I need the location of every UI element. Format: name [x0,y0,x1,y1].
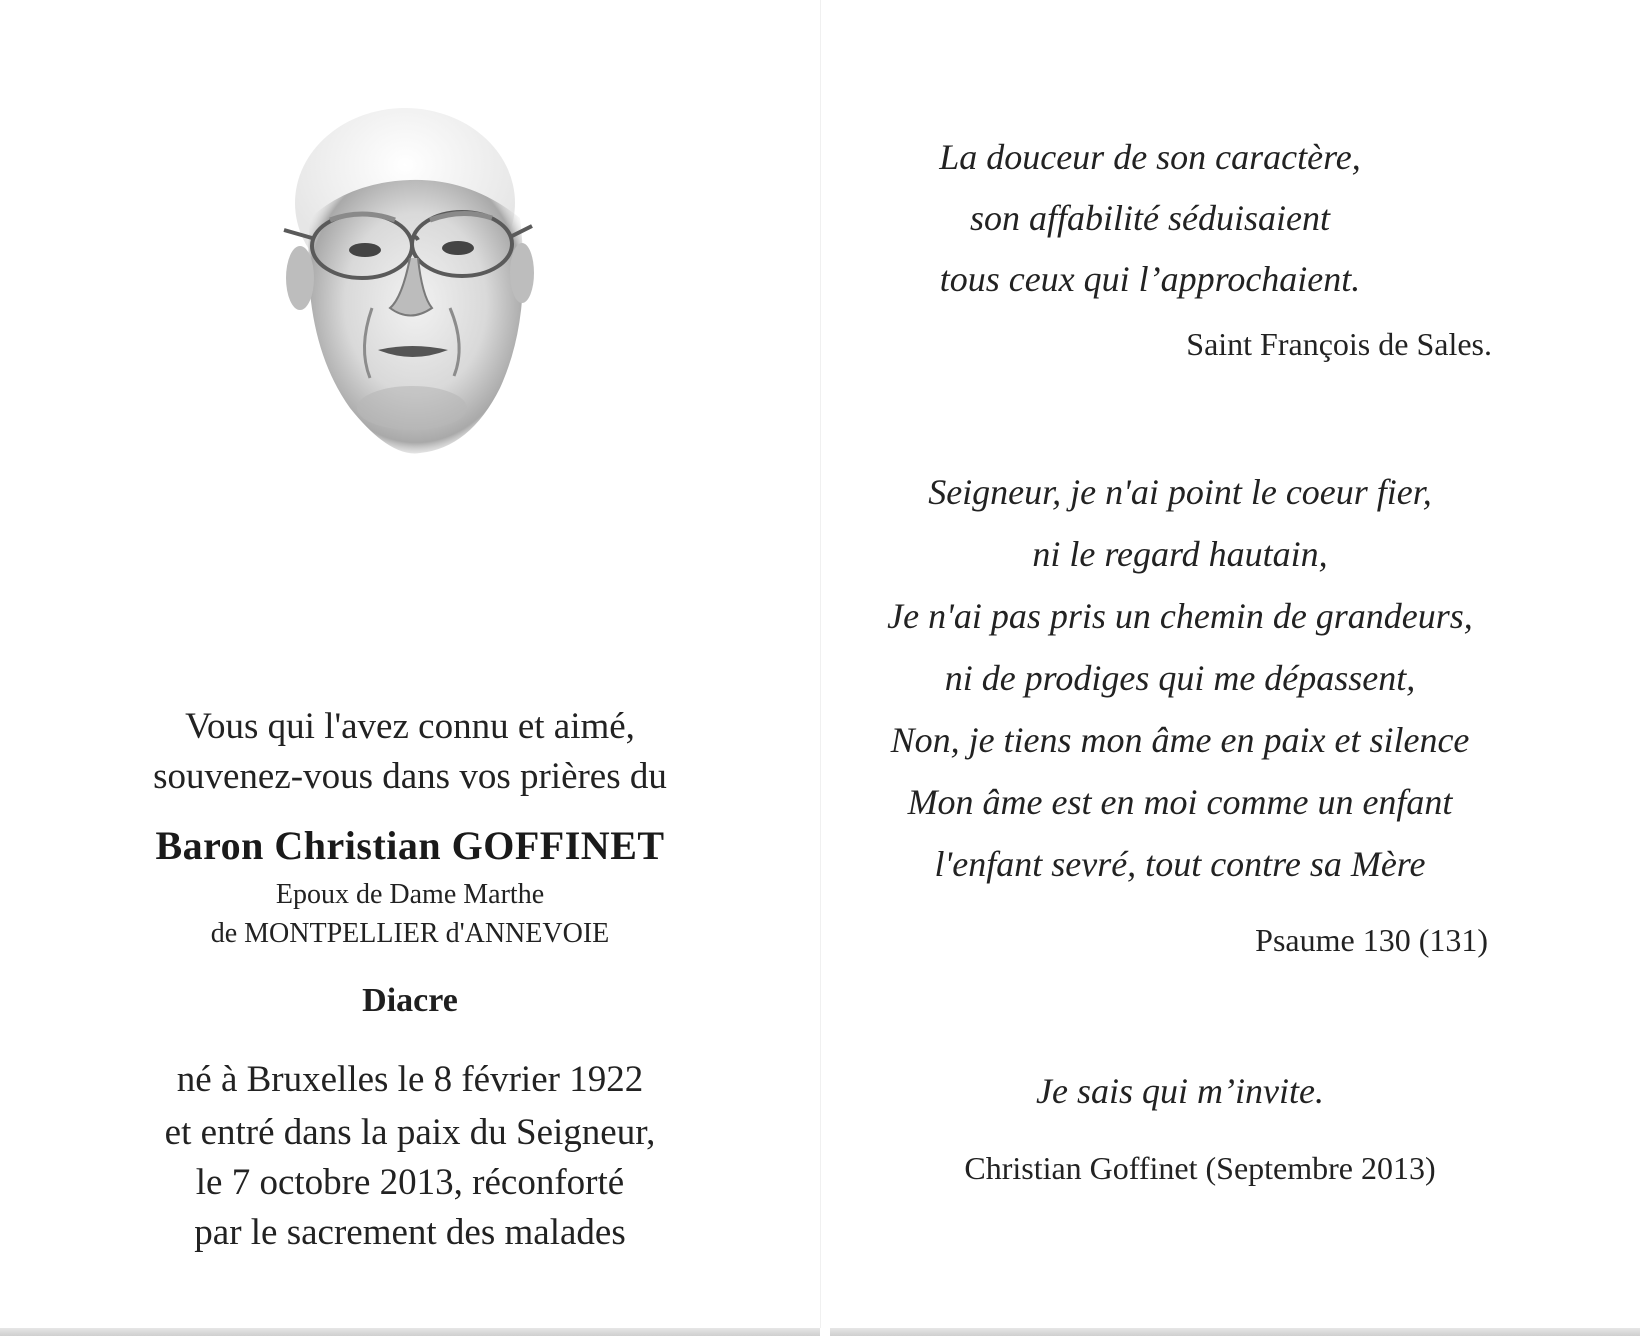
card-bottom-edge [0,1328,1640,1336]
psalm-line-7: l'enfant sevré, tout contre sa Mère [934,844,1426,884]
intro-line-2: souvenez-vous dans vos prières du [153,756,667,797]
role-title: Diacre [362,982,458,1019]
quote3-attribution: Christian Goffinet (Septembre 2013) [964,1150,1436,1186]
quote1-attribution: Saint François de Sales. [1186,326,1492,362]
life-line-4: par le sacrement des malades [194,1212,626,1253]
psalm-line-5: Non, je tiens mon âme en paix et silence [890,720,1470,760]
psalm-line-4: ni de prodiges qui me dépassent, [944,658,1416,698]
portrait-photo [270,108,550,478]
life-line-2: et entré dans la paix du Seigneur, [164,1112,656,1153]
right-panel [830,0,1640,1336]
psalm-line-6: Mon âme est en moi comme un enfant [907,782,1453,822]
quote1-line-1: La douceur de son caractère, [939,137,1361,177]
spouse-line-2: de MONTPELLIER d'ANNEVOIE [210,918,610,949]
quote1-line-2: son affabilité séduisaient [970,198,1330,238]
psalm-line-2: ni le regard hautain, [1032,534,1328,574]
psalm-line-3: Je n'ai pas pris un chemin de grandeurs, [887,596,1473,636]
quote3-line: Je sais qui m’invite. [1036,1071,1324,1111]
portrait-image [270,108,550,478]
quote1-line-3: tous ceux qui l’approchaient. [939,259,1361,299]
psalm-attribution: Psaume 130 (131) [1255,922,1488,958]
life-line-3: le 7 octobre 2013, réconforté [195,1162,625,1203]
psalm-line-1: Seigneur, je n'ai point le coeur fier, [928,472,1432,512]
intro-line-1: Vous qui l'avez connu et aimé, [185,706,635,747]
spouse-line-1: Epoux de Dame Marthe [275,879,545,910]
deceased-name: Baron Christian GOFFINET [155,823,665,868]
life-line-1: né à Bruxelles le 8 février 1922 [176,1059,644,1100]
